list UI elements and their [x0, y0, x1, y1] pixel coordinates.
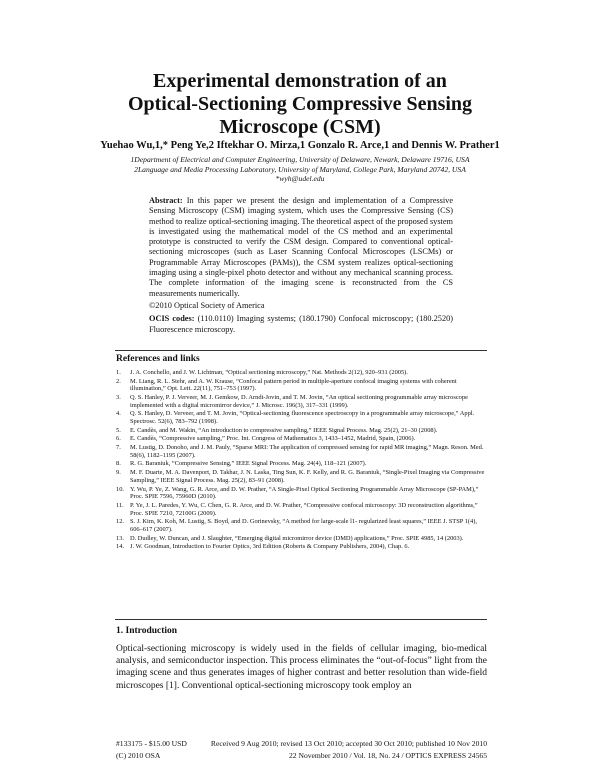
abstract-label: Abstract: [149, 196, 183, 205]
divider-bottom [115, 619, 487, 620]
affiliation-2: 2Language and Media Processing Laboratory, University of Maryland, College Park, Maryland 20742, USA [134, 164, 466, 174]
reference-item [116, 435, 488, 443]
footer-line-1 [116, 739, 487, 748]
reference-text: J. W. Goodman, Introduction to Fourier Optics, 3rd Edition (Roberts & Company Publishers, 2004), Chap. 6. [130, 543, 410, 551]
references-list [116, 369, 488, 552]
abstract-paragraph [149, 196, 453, 299]
divider-top [115, 350, 487, 351]
reference-text: M. F. Duarte, M. A. Davenport, D. Takhar, J. N. Laska, Ting Sun, K. F. Kelly, and R. G. Baraniuk, “Single-Pixel Imaging via Compressive Sampling,” IEEE Signal Process. Mag. 25(2), 83–91 (2008). [130, 469, 485, 484]
ocis-codes [149, 314, 453, 335]
corresponding-email: *wyh@udel.edu [275, 174, 325, 183]
reference-number: 4. [116, 410, 121, 418]
abstract-text: In this paper we present the design and implementation of a Compressive Sensing Microscopy (CSM) imaging system, which uses the Compressive Sensing (CS) method to realize optical-sectioning imaging. The theoretical aspect of the proposed system is investigated using the mathematical model of the CS method and an experimental prototype is constructed to verify the CSM design. Compared to conventional optical-sectioning microscopes (such as Laser Scanning Confocal Microscopes (LSCMs) or Programmable Array Microscopes (PAMs)), the CSM system realizes optical-sectioning imaging using a single-pixel photo detector and without any mechanical scanning process. The complete information of the imaging scene is reconstructed from the CS measurements numerically. [149, 196, 453, 298]
author-list: Yuehao Wu,1,* Peng Ye,2 Iftekhar O. Mirza,1 Gonzalo R. Arce,1 and Dennis W. Prather1 [100, 140, 500, 151]
reference-item [116, 410, 488, 426]
footer-dates: Received 9 Aug 2010; revised 13 Oct 2010; accepted 30 Oct 2010; published 10 Nov 2010 [210, 739, 487, 748]
reference-item [116, 502, 488, 518]
reference-number: 8. [116, 460, 121, 468]
reference-text: J. A. Conchello, and J. W. Lichtman, “Optical sectioning microscopy,” Nat. Methods 2(12), 920–931 (2005). [130, 369, 408, 376]
affiliation-1: 1Department of Electrical and Computer Engineering, University of Delaware, Newark, Delaware 19716, USA [130, 155, 470, 164]
footer-copyright: (C) 2010 OSA [116, 751, 161, 760]
ocis-text: (110.0110) Imaging systems; (180.1790) Confocal microscopy; (180.2520) Fluorescence microscopy. [149, 314, 454, 334]
intro-paragraph: Optical-sectioning microscopy is widely used in the fields of cellular imaging, bio-medical analysis, and semiconductor inspection. This process eliminates the “out-of-focus” light from the imaging scene and thus generates images of higher contrast and better resolution than wide-field microscopes [1]. Conventional optical-sectioning microscopy took employ an [116, 644, 487, 691]
reference-text: P. Ye, J. L. Paredes, Y. Wu, C. Chen, G. R. Arce, and D. W. Prather, “Compressive confocal microscopy: 3D reconstruction algorithms,” Proc. SPIE 7210, 72100G (2009). [130, 501, 478, 517]
reference-number: 2. [116, 377, 121, 385]
affiliations [0, 155, 600, 184]
footer-line-2 [116, 751, 487, 760]
reference-item [116, 518, 488, 534]
reference-item [116, 543, 488, 551]
reference-text: S. J. Kim, K. Koh, M. Lustig, S. Boyd, and D. Gorinevsky, “A method for large-scale l1- regularized least squares,” IEEE J. STSP 1(4), 606–617 (2007). [130, 518, 477, 534]
copyright-notice: ©2010 Optical Society of America [149, 300, 265, 310]
reference-item [116, 535, 488, 543]
reference-item [116, 369, 488, 377]
title-line-1: Experimental demonstration of an [153, 70, 447, 92]
reference-number: 3. [116, 394, 121, 402]
reference-text: M. Lustig, D. Donoho, and J. M. Pauly, “Sparse MRI: The application of compressed sensing for rapid MR imaging,” Magn. Reson. Med. 58(6), 1182–1195 (2007). [130, 444, 484, 459]
reference-number: 1. [116, 369, 121, 376]
reference-item [116, 469, 488, 485]
reference-number: 9. [116, 469, 121, 477]
intro-heading: 1. Introduction [116, 626, 178, 636]
reference-number: 6. [116, 435, 121, 443]
reference-text: Q. S. Hanley, D. Verveer, and T. M. Jovin, “Optical-sectioning fluorescence spectroscopy in a programmable array microscope,” Appl. Spectrosc. 52(6), 783–792 (1998). [130, 410, 475, 426]
reference-text: R. G. Baraniuk, “Compressive Sensing,” IEEE Signal Process. Mag. 24(4), 118–121 (2007). [130, 460, 367, 468]
reference-number: 13. [116, 534, 124, 542]
ocis-label: OCIS codes: [149, 314, 195, 324]
reference-item [116, 394, 488, 410]
footer-article-id: #133175 - $15.00 USD [116, 739, 187, 748]
title-line-2: Optical-Sectioning Compressive Sensing [127, 93, 473, 115]
title-line-3: Microscope (CSM) [219, 116, 381, 138]
paper-title [0, 70, 600, 139]
reference-text: E. Candès, and M. Wakin, “An introduction to compressive sampling,” IEEE Signal Process. Mag. 25(2), 21–30 (2008). [130, 426, 438, 434]
reference-number: 14. [116, 543, 124, 551]
reference-item [116, 427, 488, 435]
reference-number: 10. [116, 485, 124, 493]
reference-text: Q. S. Hanley, P. J. Verveer, M. J. Gemkow, D. Arndt-Jovin, and T. M. Jovin, “An optical sectioning programmable array microscope implemented with a digital micromirror device,” J. Microsc. 196(3), 317–331 (1999). [130, 394, 468, 409]
abstract-block [149, 196, 453, 335]
reference-item [116, 486, 488, 502]
reference-text: M. Liang, R. L. Stehr, and A. W. Krause, “Confocal pattern period in multiple-aperture confocal imaging systems with coherent illumination,” Opt. Lett. 22(11), 751–753 (1997). [130, 377, 457, 393]
reference-number: 11. [116, 501, 124, 509]
reference-text: E. Candès, “Compressive sampling,” Proc. Int. Congress of Mathematics 3, 1433–1452, Madrid, Spain, (2006). [130, 435, 416, 443]
reference-text: D. Dudley, W. Duncan, and J. Slaughter, “Emerging digital micromirror device (DMD) applications,” Proc. SPIE 4985, 14 (2003). [130, 534, 464, 542]
reference-number: 7. [116, 444, 121, 452]
reference-item [116, 378, 488, 394]
footer-journal-info: 22 November 2010 / Vol. 18, No. 24 / OPTICS EXPRESS 24565 [288, 751, 487, 760]
reference-item [116, 444, 488, 460]
references-heading: References and links [116, 354, 200, 364]
reference-number: 12. [116, 518, 124, 526]
reference-text: Y. Wu, P. Ye, Z. Wang, G. R. Arce, and D. W. Prather, “A Single-Pixel Optical Sectioning Programmable Array Microscope (SP-PAM),” Proc. SPIE 7596, 75960D (2010). [130, 485, 479, 501]
reference-item [116, 460, 488, 468]
reference-number: 5. [116, 426, 121, 434]
